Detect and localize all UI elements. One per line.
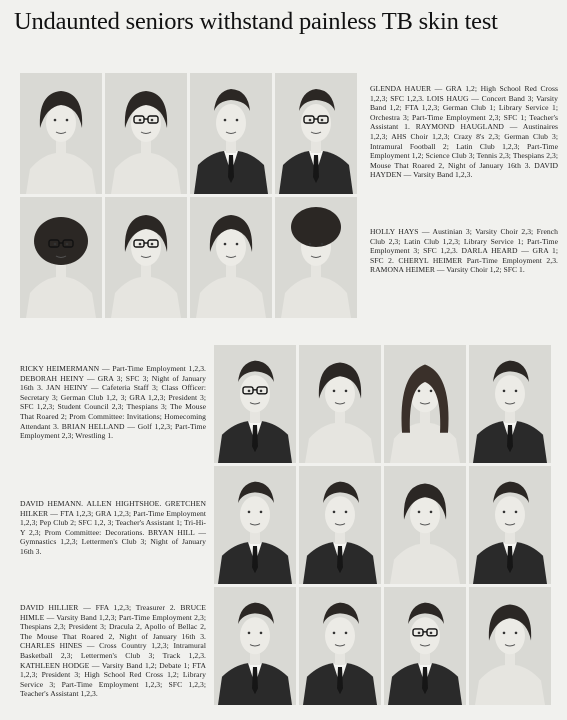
- student-portrait: [384, 466, 466, 584]
- student-portrait: [190, 73, 272, 194]
- student-portrait: [469, 345, 551, 463]
- caption-block: DAVID HILLIER — FFA 1,2,3; Treasurer 2. BRUCE HIMLE — Varsity Band 1,2,3; Part-Time Employment 2,3; Thespians 2,3; President 3; Dracula 2, Apollo of Bellac 2, The Mouse That Roared 2, Night of January 16th 3. CHARLES HINES — Cross Country 1,2,3; Intramural Basketball 2,3; Lettermen's Club 3; Track 1,2,3. KATHLEEN HODGE — Varsity Band 1,2; Debate 1; FTA 1,2,3; President 3; High School Red Cross 1,2; Library Service 3; Part-Time Employment 1,2,3; SFC 1,2,3; Teacher's Assistant 1,2,3.: [20, 603, 206, 699]
- student-portrait: [469, 466, 551, 584]
- student-portrait: [214, 345, 296, 463]
- student-portrait: [299, 587, 381, 705]
- student-portrait: [299, 466, 381, 584]
- caption-block: DAVID HEMANN. ALLEN HIGHTSHOE. GRETCHEN HILKER — FTA 1,2,3; GRA 1,2,3; Part-Time Employment 1,2,3; Pep Club 2; SFC 1,2, 3; Teacher's Assistant 1; Tri-Hi-Y 2,3; Prom Committee: Decorations. BRYAN HILL — Gymnastics 1,2,3; Lettermen's Club 3; Night of January 16th 3.: [20, 499, 206, 556]
- caption-block: GLENDA HAUER — GRA 1,2; High School Red Cross 1,2,3; SFC 1,2,3. LOIS HAUG — Concert Band 3; Varsity Band 1,2; FTA 1,2,3; German Club 1; Library Service 1; Orchestra 3; Part-Time Employment 2,3; SFC 1; Teacher's Assistant 1. RAYMOND HAUGLAND — Austinaires 1,2,3; AHS Choir 1,2,3; Crazy 8's 2,3; German Club 3; Intramural Football 2; Latin Club 1,2,3; Part-Time Employment 1,2; Science Club 3; Tennis 2,3; Thespians 2,3; Mouse That Roared 2, Night of January 16th 3. DAVID HAYDEN — Varsity Band 1,2,3.: [370, 84, 558, 180]
- student-portrait: [469, 587, 551, 705]
- student-portrait: [214, 587, 296, 705]
- student-portrait: [275, 73, 357, 194]
- student-portrait: [20, 73, 102, 194]
- page-headline: Undaunted seniors withstand painless TB skin test: [14, 8, 498, 35]
- caption-block: HOLLY HAYS — Austinian 3; Varsity Choir 2,3; French Club 2,3; Latin Club 1,2,3; Library Service 1; Part-Time Employment 3; SFC 1,2,3. DARLA HEARD — GRA 1; SFC 2. CHERYL HEIMER Part-Time Employment 2,3. RAMONA HEIMER — Varsity Choir 1,2; SFC 1.: [370, 227, 558, 275]
- student-portrait: [105, 197, 187, 318]
- portrait-grid-bottom: [214, 345, 551, 705]
- student-portrait: [105, 73, 187, 194]
- student-portrait: [275, 197, 357, 318]
- student-portrait: [190, 197, 272, 318]
- student-portrait: [214, 466, 296, 584]
- student-portrait: [299, 345, 381, 463]
- student-portrait: [384, 345, 466, 463]
- student-portrait: [384, 587, 466, 705]
- caption-block: RICKY HEIMERMANN — Part-Time Employment 1,2,3. DEBORAH HEINY — GRA 3; SFC 3; Night of January 16th 3. JAN HEINY — Cafeteria Staff 3; Class Officer: Secretary 3; German Club 1,2, 3; GRA 1,2,3; President 3; SFC 1,2,3; Student Council 2,3; Thespians 3; The Mouse That Roared 2; Prom Committee: Invitations; Homecoming Attendant 3. BRIAN HELLAND — Golf 1,2,3; Part-Time Employment 2,3; Wrestling 1.: [20, 364, 206, 441]
- student-portrait: [20, 197, 102, 318]
- portrait-grid-top: [20, 73, 357, 318]
